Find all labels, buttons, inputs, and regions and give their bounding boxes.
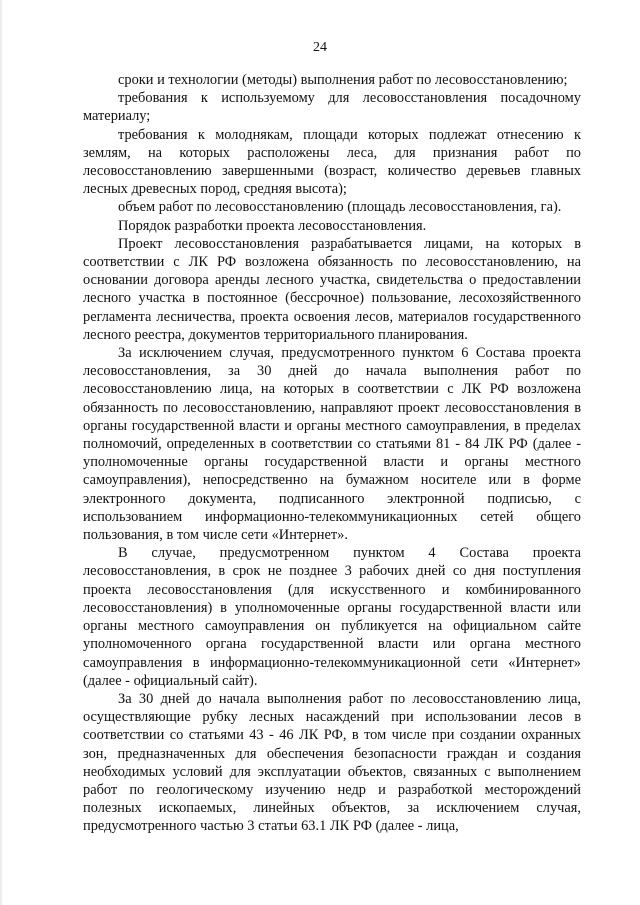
paragraph-logging-persons: За 30 дней до начала выполнения работ по лесовосстановлению лица, осуществляющие рубку лесных насаждений при использовании лесов в соответствии со статьями 43 - 46 ЛК РФ, в том числе при создании охранных зон, предназначенных для обеспечения безопасности граждан и создания необходимых условий для эксплуатации объектов, связанных с выполнением работ по геологическому изучению недр и разработкой месторождений полезных ископаемых, линейных объектов, за исключением случая, предусмотренного частью 3 статьи 63.1 ЛК РФ (далее - лица, [83, 690, 581, 835]
document-body [83, 71, 581, 836]
page-number: 24 [313, 40, 327, 55]
paragraph-publication: В случае, предусмотренном пунктом 4 Состава проекта лесовосстановления, в срок не позднее 3 рабочих дней со дня поступления проекта лесовосстановления (для искусственного и комбинированного лесовосстановления) в уполномоченные органы государственной власти или органы местного самоуправления он публикуется на официальном сайте уполномоченного органа государственной власти или органа местного самоуправления в информационно-телекоммуникационной сети «Интернет» (далее - официальный сайт). [83, 545, 581, 689]
paragraph-project-developers: Проект лесовосстановления разрабатывается лицами, на которых в соответствии с ЛК РФ возложена обязанность по лесовосстановлению, на основании договора аренды лесного участка, свидетельства о предоставлении лесного участка в постоянное (бессрочное) пользование, лесохозяйственного регламента лесничества, проекта освоения лесов, материалов государственного лесного реестра, документов территориального планирования. [83, 235, 581, 343]
paragraph-terms-technologies: сроки и технологии (методы) выполнения работ по лесовосстановлению; [118, 72, 568, 88]
paragraph-submission-30-days: За исключением случая, предусмотренного пунктом 6 Состава проекта лесовосстановления, за 30 дней до начала выполнения работ по лесовосстановлению лица, на которых в соответствии с ЛК РФ возложена обязанность по лесовосстановлению, направляют проект лесовосстановления в органы государственной власти и органы местного самоуправления, в пределах полномочий, определенных в соответствии со статьями 81 - 84 ЛК РФ (далее - уполномоченные органы государственной власти и органы местного самоуправления), непосредственно на бумажном носителе или в форме электронного документа, подписанного электронной подписью, с использованием информационно-телекоммуникационных сетей общего пользования, в том числе сети «Интернет». [83, 345, 581, 544]
scan-edge [0, 0, 3, 905]
paragraph-development-procedure: Порядок разработки проекта лесовосстановления. [118, 217, 427, 234]
paragraph-work-volume: объем работ по лесовосстановлению (площадь лесовосстановления, га). [118, 199, 562, 216]
paragraph-planting-material: требования к используемому для лесовосстановления посадочному материалу; [83, 90, 581, 125]
paragraph-young-stands: требования к молоднякам, площади которых подлежат отнесению к землям, на которых расположены леса, для признания работ по лесовосстановлению завершенными (возраст, количество деревьев главных лесных древесных пород, средняя высота); [83, 126, 581, 198]
